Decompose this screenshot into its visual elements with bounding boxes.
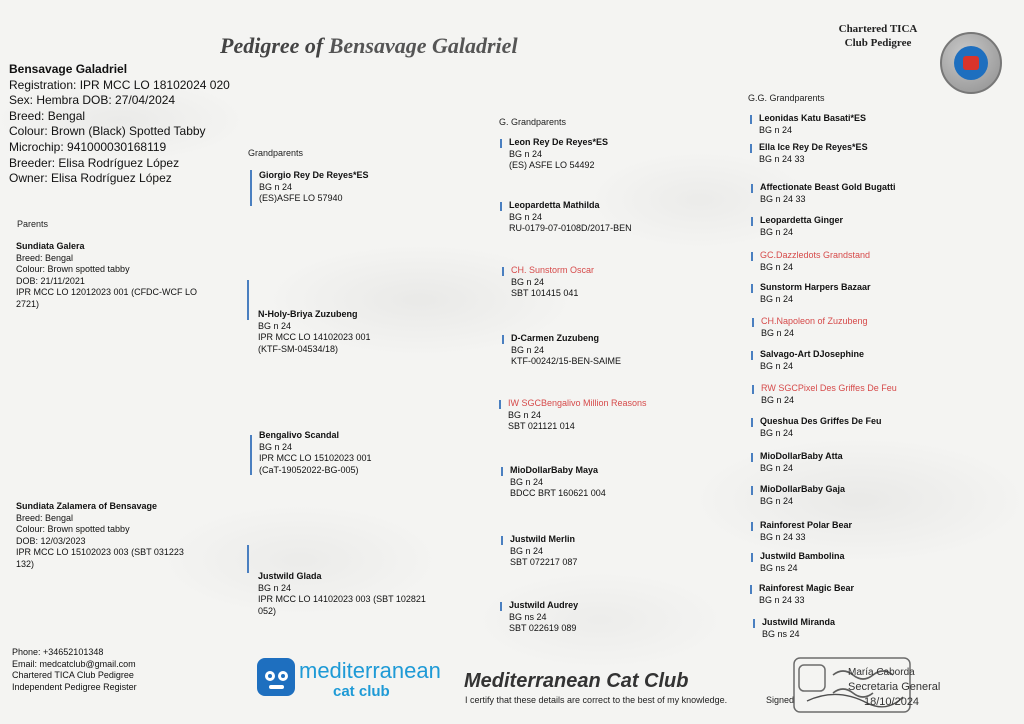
title-cat-name: Bensavage Galadriel	[328, 33, 518, 58]
g-grandparent-name: MioDollarBaby Maya	[510, 465, 599, 475]
grandparent-entry	[259, 170, 489, 205]
gg-grandparent-marker	[752, 385, 754, 394]
g-grandparent-reg: SBT 022619 089	[509, 623, 577, 633]
grandparent-name: N-Holy-Briya Zuzubeng	[258, 309, 358, 319]
gg-grandparent-marker	[752, 318, 754, 327]
g-grandparent-reg: BDCC BRT 160621 004	[510, 488, 606, 498]
parent-dam-reg: IPR MCC LO 15102023 003 (SBT 031223	[16, 547, 184, 557]
g-grandparent-marker	[502, 335, 504, 344]
gg-grandparent-entry	[760, 484, 990, 507]
cat-breed: Breed: Bengal	[9, 108, 86, 123]
grandparent-marker	[247, 545, 249, 573]
club-contact	[12, 647, 137, 693]
gg-grandparent-name: Queshua Des Griffes De Feu	[760, 416, 882, 426]
signatory-name: María Caborda	[848, 667, 915, 678]
g-grandparent-reg: RU-0179-07-0108D/2017-BEN	[509, 223, 632, 233]
gg-grandparent-code: BG n 24	[761, 327, 795, 338]
grandparent-reg-cont: (CaT-19052022-BG-005)	[259, 464, 359, 475]
gg-grandparent-marker	[751, 553, 753, 562]
page-title	[220, 33, 518, 59]
grandparent-code: BG n 24	[259, 181, 293, 192]
parent-dam-name: Sundiata Zalamera of Bensavage	[16, 501, 158, 511]
g-grandparent-entry	[510, 465, 740, 500]
gg-grandparent-name: Rainforest Polar Bear	[760, 520, 853, 530]
mediterranean-cat-club-logo	[255, 654, 441, 700]
parent-dam-reg-cont: 132)	[16, 558, 35, 569]
grandparent-reg: IPR MCC LO 14102023 001	[258, 332, 371, 342]
gg-grandparent-code: BG n 24 33	[759, 153, 805, 164]
gg-grandparent-code: BG n 24	[760, 226, 794, 237]
gg-grandparent-name: Affectionate Beast Gold Bugatti	[760, 182, 896, 192]
gg-grandparent-name: Leopardetta Ginger	[760, 215, 844, 225]
g-grandparent-code: BG n 24	[511, 344, 545, 355]
grandparent-reg: (ES)ASFE LO 57940	[259, 193, 343, 203]
gg-grandparent-code: BG n 24	[760, 293, 794, 304]
g-grandparent-entry	[508, 398, 738, 433]
g-grandparent-entry	[509, 600, 739, 635]
g-grandparent-marker	[500, 202, 502, 211]
parent-dam-colour: Colour: Brown spotted tabby	[16, 524, 130, 534]
gg-grandparent-marker	[751, 418, 753, 427]
charter-line-2: Club Pedigree	[844, 37, 912, 49]
gg-grandparent-marker	[750, 144, 752, 153]
g-grandparent-code: BG n 24	[510, 545, 544, 556]
gg-grandparent-entry	[760, 182, 990, 205]
gg-grandparent-name: RW SGCPixel Des Griffes De Feu	[761, 383, 897, 393]
cat-name: Bensavage Galadriel	[9, 62, 128, 76]
g-grandparent-marker	[500, 602, 502, 611]
certification-text: I certify that these details are correct to the best of my knowledge.	[465, 695, 728, 705]
gg-grandparent-code: BG ns 24	[760, 562, 798, 573]
charter-label	[828, 22, 928, 50]
gg-grandparent-marker	[751, 217, 753, 226]
g-grandparent-marker	[501, 536, 503, 545]
heading-gg-grandparents: G.G. Grandparents	[748, 93, 825, 103]
g-grandparent-name: Justwild Merlin	[510, 534, 576, 544]
g-grandparent-reg: SBT 072217 087	[510, 557, 578, 567]
grandparent-marker	[250, 170, 252, 206]
signature-block	[848, 665, 940, 710]
g-grandparent-marker	[502, 267, 504, 276]
logo-word-1: mediterranean	[299, 658, 441, 683]
g-grandparent-code: BG n 24	[508, 409, 542, 420]
gg-grandparent-marker	[751, 184, 753, 193]
g-grandparent-code: BG ns 24	[509, 611, 547, 622]
parent-sire-colour: Colour: Brown spotted tabby	[16, 264, 130, 274]
g-grandparent-entry	[509, 200, 739, 235]
gg-grandparent-marker	[751, 351, 753, 360]
gg-grandparent-code: BG n 24	[760, 462, 794, 473]
title-prefix: Pedigree of	[220, 33, 324, 58]
parent-sire-reg: IPR MCC LO 12012023 001 (CFDC-WCF LO	[16, 287, 198, 297]
g-grandparent-code: BG n 24	[510, 476, 544, 487]
gg-grandparent-code: BG n 24	[759, 124, 793, 135]
grandparent-code: BG n 24	[258, 582, 292, 593]
g-grandparent-entry	[511, 333, 741, 368]
gg-grandparent-code: BG ns 24	[762, 628, 800, 639]
grandparent-entry	[258, 309, 488, 355]
parent-sire-dob: DOB: 21/11/2021	[16, 275, 85, 286]
cat-breeder: Breeder: Elisa Rodríguez López	[9, 155, 180, 170]
grandparent-name: Justwild Glada	[258, 571, 322, 581]
cat-colour: Colour: Brown (Black) Spotted Tabby	[9, 124, 206, 139]
gg-grandparent-marker	[753, 619, 755, 628]
g-grandparent-marker	[501, 467, 503, 476]
gg-grandparent-name: Justwild Miranda	[762, 617, 836, 627]
grandparent-entry	[259, 430, 489, 476]
parent-dam	[16, 501, 236, 570]
gg-grandparent-code: BG n 24 33	[760, 193, 806, 204]
gg-grandparent-marker	[750, 115, 752, 124]
g-grandparent-entry	[510, 534, 740, 569]
g-grandparent-code: BG n 24	[509, 148, 543, 159]
gg-grandparent-marker	[751, 284, 753, 293]
grandparent-code: BG n 24	[258, 320, 292, 331]
grandparent-reg-cont: (KTF-SM-04534/18)	[258, 343, 339, 354]
gg-grandparent-entry	[760, 250, 990, 273]
parent-sire-name: Sundiata Galera	[16, 241, 85, 251]
cat-details	[9, 62, 230, 187]
signed-label: Signed	[766, 695, 795, 705]
grandparent-marker	[247, 280, 249, 320]
gg-grandparent-entry	[759, 583, 989, 606]
gg-grandparent-name: GC.Dazzledots Grandstand	[760, 250, 871, 260]
gg-grandparent-code: BG n 24	[760, 427, 794, 438]
gg-grandparent-entry	[760, 282, 990, 305]
grandparent-name: Giorgio Rey De Reyes*ES	[259, 170, 369, 180]
gg-grandparent-marker	[751, 486, 753, 495]
grandparent-marker	[250, 435, 252, 475]
parent-sire-breed: Breed: Bengal	[16, 252, 74, 263]
g-grandparent-name: Leopardetta Mathilda	[509, 200, 600, 210]
heading-g-grandparents: G. Grandparents	[499, 117, 567, 127]
gg-grandparent-name: Sunstorm Harpers Bazaar	[760, 282, 871, 292]
logo-word-2: cat club	[333, 683, 390, 700]
g-grandparent-marker	[500, 139, 502, 148]
gg-grandparent-entry	[760, 451, 990, 474]
g-grandparent-reg: (ES) ASFE LO 54492	[509, 160, 595, 170]
parent-dam-dob: DOB: 12/03/2023	[16, 535, 86, 546]
g-grandparent-code: BG n 24	[511, 276, 545, 287]
gg-grandparent-marker	[751, 522, 753, 531]
heading-parents: Parents	[17, 219, 49, 229]
gg-grandparent-entry	[762, 617, 992, 640]
gg-grandparent-entry	[760, 215, 990, 238]
club-brand-name: Mediterranean Cat Club	[464, 670, 689, 692]
parent-sire-reg-cont: 2721)	[16, 298, 40, 309]
gg-grandparent-entry	[760, 520, 990, 543]
g-grandparent-marker	[499, 400, 501, 409]
gg-grandparent-code: BG n 24 33	[759, 594, 805, 605]
g-grandparent-entry	[511, 265, 741, 300]
g-grandparent-reg: KTF-00242/15-BEN-SAIME	[511, 356, 622, 366]
gg-grandparent-code: BG n 24 33	[760, 531, 806, 542]
gg-grandparent-marker	[751, 252, 753, 261]
g-grandparent-code: BG n 24	[509, 211, 543, 222]
club-phone: Phone: +34652101348	[12, 647, 104, 657]
cat-microchip: Microchip: 941000030168119	[9, 139, 167, 154]
gg-grandparent-entry	[760, 349, 990, 372]
parent-dam-breed: Breed: Bengal	[16, 512, 74, 523]
g-grandparent-name: Leon Rey De Reyes*ES	[509, 137, 609, 147]
gg-grandparent-marker	[751, 453, 753, 462]
club-line-3: Chartered TICA Club Pedigree	[12, 670, 134, 680]
club-email: Email: medcatclub@gmail.com	[12, 658, 136, 669]
g-grandparent-name: D-Carmen Zuzubeng	[511, 333, 600, 343]
grandparent-reg: IPR MCC LO 14102023 003 (SBT 102821	[258, 594, 426, 604]
gg-grandparent-name: Leonidas Katu Basati*ES	[759, 113, 867, 123]
gg-grandparent-code: BG n 24	[760, 495, 794, 506]
gg-grandparent-entry	[760, 551, 990, 574]
gg-grandparent-name: MioDollarBaby Atta	[760, 451, 843, 461]
gg-grandparent-name: Ella Ice Rey De Reyes*ES	[759, 142, 868, 152]
gg-grandparent-code: BG n 24	[760, 360, 794, 371]
gg-grandparent-name: Justwild Bambolina	[760, 551, 845, 561]
grandparent-name: Bengalivo Scandal	[259, 430, 340, 440]
gg-grandparent-entry	[761, 316, 991, 339]
gg-grandparent-marker	[750, 585, 752, 594]
parent-sire	[16, 241, 236, 310]
g-grandparent-name: CH. Sunstorm Oscar	[511, 265, 595, 275]
gg-grandparent-entry	[759, 113, 989, 136]
club-line-4: Independent Pedigree Register	[12, 681, 137, 692]
gg-grandparent-entry	[760, 416, 990, 439]
g-grandparent-reg: SBT 021121 014	[508, 421, 575, 431]
gg-grandparent-name: Salvago-Art DJosephine	[760, 349, 865, 359]
grandparent-reg-cont: 052)	[258, 605, 277, 616]
signature-date: 18/10/2024	[864, 696, 920, 708]
g-grandparent-name: Justwild Audrey	[509, 600, 579, 610]
grandparent-reg: IPR MCC LO 15102023 001	[259, 453, 372, 463]
gg-grandparent-name: CH.Napoleon of Zuzubeng	[761, 316, 868, 326]
cat-sex-dob: Sex: Hembra DOB: 27/04/2024	[9, 93, 176, 108]
gg-grandparent-name: Rainforest Magic Bear	[759, 583, 855, 593]
cat-registration: Registration: IPR MCC LO 18102024 020	[9, 77, 230, 92]
signatory-role: Secretaria General	[848, 681, 941, 693]
gg-grandparent-entry	[759, 142, 989, 165]
heading-grandparents: Grandparents	[248, 148, 304, 158]
gg-grandparent-entry	[761, 383, 991, 406]
grandparent-entry	[258, 571, 488, 617]
gg-grandparent-code: BG n 24	[761, 394, 795, 405]
g-grandparent-reg: SBT 101415 041	[511, 288, 579, 298]
g-grandparent-name: IW SGCBengalivo Million Reasons	[508, 398, 647, 408]
grandparent-code: BG n 24	[259, 441, 293, 452]
gg-grandparent-name: MioDollarBaby Gaja	[760, 484, 846, 494]
g-grandparent-entry	[509, 137, 739, 172]
charter-line-1: Chartered TICA	[838, 23, 918, 35]
tica-seal-icon	[940, 32, 1002, 94]
cat-owner: Owner: Elisa Rodríguez López	[9, 171, 172, 186]
gg-grandparent-code: BG n 24	[760, 261, 794, 272]
